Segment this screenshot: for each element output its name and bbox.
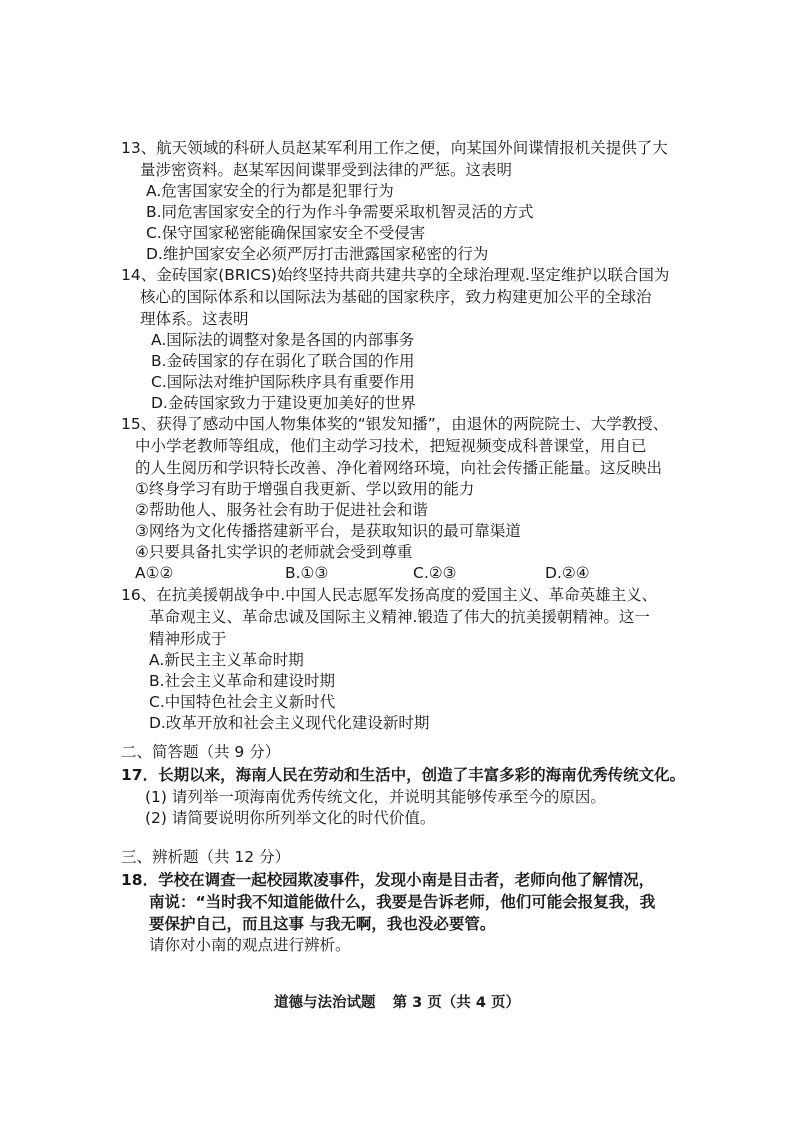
q15-statement-4: ④只要具备扎实学识的老师就会受到尊重 bbox=[135, 543, 413, 561]
q18-stem-line3: 要保护自己，而且这事 与我无啊，我也没必要管。 bbox=[149, 915, 496, 933]
q16-option-d: D.改革开放和社会主义现代化建设新时期 bbox=[149, 714, 430, 732]
q14-option-d: D.金砖国家致力于建设更加美好的世界 bbox=[151, 394, 416, 412]
q17-stem: 17．长期以来，海南人民在劳动和生活中，创造了丰富多彩的海南优秀传统文化。 bbox=[121, 766, 686, 784]
q14-option-c: C.国际法对维护国际秩序具有重要作用 bbox=[151, 373, 415, 391]
q14-stem-line3: 理体系。这表明 bbox=[140, 310, 249, 328]
q14-option-a: A.国际法的调整对象是各国的内部事务 bbox=[151, 331, 415, 349]
q15-option-d: D.②④ bbox=[545, 564, 590, 582]
q15-option-a: A①② bbox=[135, 564, 174, 582]
q14-stem-line2: 核心的国际体系和以国际法为基础的国家秩序，致力构建更加公平的全球治 bbox=[140, 288, 652, 306]
q15-statement-2: ②帮助他人、服务社会有助于促进社会和谐 bbox=[135, 501, 428, 519]
q15-stem-line2: 中小学老教师等组成，他们主动学习技术，把短视频变成科普课堂，用自已 bbox=[135, 437, 647, 455]
footer-subject: 道德与法治试题 bbox=[274, 995, 376, 1011]
q15-stem-line1: 15、获得了感动中国人物集体奖的“银发知播”，由退休的两院院士、大学教授、 bbox=[121, 415, 669, 433]
q15-option-c: C.②③ bbox=[413, 564, 457, 582]
q16-option-a: A.新民主主义革命时期 bbox=[149, 651, 304, 669]
q16-option-c: C.中国特色社会主义新时代 bbox=[149, 693, 336, 711]
q15-statement-3: ③网络为文化传播搭建新平台，是获取知识的最可靠渠道 bbox=[135, 522, 521, 540]
section3-title: 三、辨析题（共 12 分） bbox=[121, 848, 291, 866]
q13-option-c: C.保守国家秘密能确保国家安全不受侵害 bbox=[146, 224, 426, 242]
q16-stem-line2: 革命观主义、革命忠诚及国际主义精神.锻造了伟大的抗美援朝精神。这一 bbox=[149, 608, 650, 626]
q18-stem-line1: 18．学校在调查一起校园欺凌事件，发现小南是目击者，老师向他了解情况， bbox=[121, 871, 655, 889]
q18-stem-line2: 南说：“当时我不知道能做什么，我要是告诉老师，他们可能会报复我，我 bbox=[149, 893, 656, 911]
q17-subquestion-1: (1) 请列举一项海南优秀传统文化，并说明其能够传承至今的原因。 bbox=[145, 788, 606, 806]
page-footer bbox=[0, 991, 794, 1012]
q13-stem-line1: 13、航天领域的科研人员赵某军利用工作之便，向某国外间谍情报机关提供了大 bbox=[121, 139, 668, 157]
q14-stem-line1: 14、金砖国家(BRICS)始终坚持共商共建共享的全球治理观.坚定维护以联合国为 bbox=[121, 266, 670, 284]
q15-option-b: B.①③ bbox=[285, 564, 329, 582]
q14-option-b: B.金砖国家的存在弱化了联合国的作用 bbox=[151, 352, 415, 370]
q13-option-d: D.维护国家安全必须严厉打击泄露国家秘密的行为 bbox=[146, 245, 489, 263]
q16-option-b: B.社会主义革命和建设时期 bbox=[149, 672, 336, 690]
q16-stem-line3: 精神形成于 bbox=[149, 630, 227, 648]
footer-page-number: 第 3 页（共 4 页） bbox=[392, 995, 520, 1011]
q15-stem-line3: 的人生阅历和学识特长改善、净化着网络环境，向社会传播正能量。这反映出 bbox=[135, 459, 663, 477]
q15-statement-1: ①终身学习有助于增强自我更新、学以致用的能力 bbox=[135, 480, 475, 498]
q13-stem-line2: 量涉密资料。赵某军因间谍罪受到法律的严惩。这表明 bbox=[140, 161, 513, 179]
q13-option-b: B.同危害国家安全的行为作斗争需要采取机智灵活的方式 bbox=[146, 203, 534, 221]
section2-title: 二、简答题（共 9 分） bbox=[121, 743, 281, 761]
q13-option-a: A.危害国家安全的行为都是犯罪行为 bbox=[146, 182, 394, 200]
q15-options-row bbox=[0, 563, 794, 584]
q17-subquestion-2: (2) 请简要说明你所列举文化的时代价值。 bbox=[145, 809, 436, 827]
q16-stem-line1: 16、在抗美援朝战争中.中国人民志愿军发扬高度的爱国主义、革命英雄主义、 bbox=[121, 586, 658, 604]
q18-instruction: 请你对小南的观点进行辨析。 bbox=[149, 936, 351, 954]
